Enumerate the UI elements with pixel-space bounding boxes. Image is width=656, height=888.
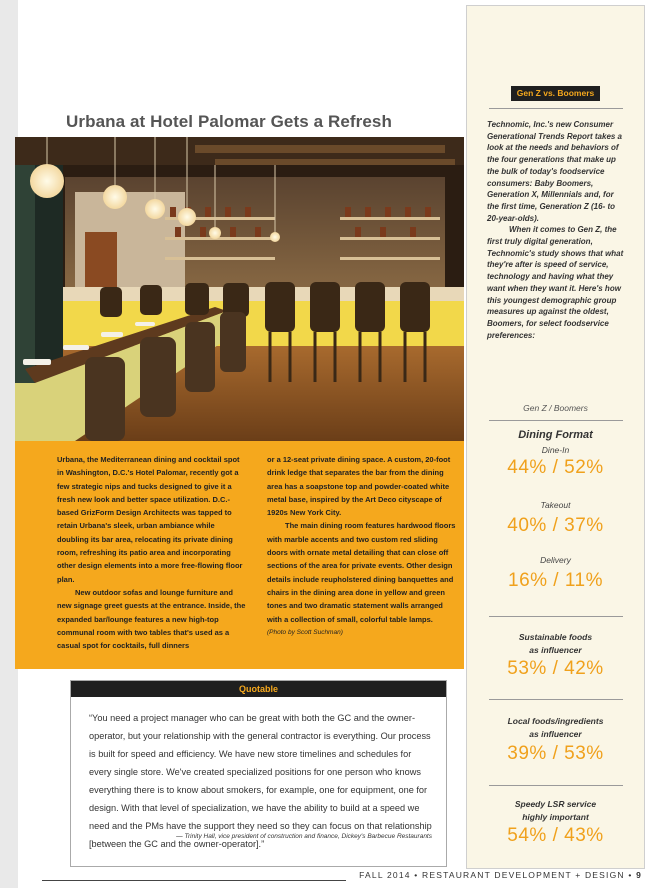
speedy-lsr-label-line: Speedy LSR service	[514, 799, 597, 809]
delivery-stat: 16% / 11%	[508, 570, 603, 591]
sustainable-label	[467, 631, 644, 656]
sidebar-gen-z-vs-boomers	[466, 5, 645, 869]
takeout-stat: 40% / 37%	[507, 515, 604, 536]
article-paragraph: Urbana, the Mediterranean dining and cocktail spot in Washington, D.C.'s Hotel Palomar, recently got a few strategic nips and tucks designed to give it a fresh new look and better space utilization. D.C.-based GrizForm Design Architects was tapped to retain Urbana's sleek, urban ambiance while doubling its bar area, relocating its private dining room, refreshing its patio area and incorporating other design elements into a more free-flowing floor plan.	[57, 455, 243, 584]
article-paragraph: New outdoor sofas and lounge furniture and new signage greet guests at the entrance. Inside, the expanded bar/lounge features a new high-top communal room with two tables that's used as a casual spot for cocktails, full dinners	[57, 587, 246, 651]
article-column-1	[57, 453, 246, 652]
local-foods-stat: 39% / 53%	[507, 743, 604, 764]
article-paragraph: or a 12-seat private dining space. A custom, 20-foot drink ledge that separates the bar from the dining area has a soapstone top and powder-coated white metal base, inspired by the Art Deco cityscape of 1920s New York City.	[267, 455, 451, 518]
dine-in-stat: 44% / 52%	[507, 457, 604, 478]
local-foods-label-line: as influencer	[529, 728, 582, 739]
page-number: 9	[636, 870, 642, 880]
speedy-lsr-stat: 54% / 43%	[507, 825, 604, 846]
footer-publication: FALL 2014 • RESTAURANT DEVELOPMENT + DESIGN •	[359, 870, 633, 880]
local-foods-label-line: Local foods/ingredients	[507, 716, 604, 726]
sidebar-divider	[489, 108, 623, 109]
sidebar-divider	[489, 785, 623, 786]
article-headline: Urbana at Hotel Palomar Gets a Refresh	[66, 112, 392, 131]
sustainable-label-line: Sustainable foods	[518, 632, 593, 642]
footer-rule	[42, 880, 346, 881]
local-foods-label	[467, 715, 644, 740]
sustainable-stat: 53% / 42%	[507, 658, 604, 679]
article-column-2	[267, 453, 459, 639]
takeout-label: Takeout	[540, 500, 571, 510]
sustainable-label-line: as influencer	[529, 644, 582, 655]
dining-format-title: Dining Format	[518, 429, 593, 441]
sidebar-divider	[489, 420, 623, 421]
dine-in-label: Dine-In	[541, 445, 570, 455]
article-paragraph: The main dining room features hardwood floors with marble accents and two custom red sliding doors with ornate metal detailing that can close off sections of the area for private events. Other design details include reupholstered dining banquettes and chairs in the dining area done in yellow and green tones and two dramatic statement walls arranged with a collection of small, colorful table lamps.	[267, 521, 456, 624]
restaurant-photo	[15, 137, 464, 441]
delivery-label: Delivery	[540, 555, 571, 565]
quotable-attribution: — Trinity Hall, vice president of construction and finance, Dickey's Barbecue Restaurants	[176, 833, 432, 840]
quotable-box	[70, 680, 447, 867]
page-footer	[359, 870, 642, 880]
quotable-heading: Quotable	[71, 681, 446, 697]
sidebar-divider	[489, 616, 623, 617]
sidebar-intro	[487, 119, 627, 341]
sidebar-divider	[489, 699, 623, 700]
comparison-label: Gen Z / Boomers	[523, 403, 588, 413]
speedy-lsr-label	[467, 798, 644, 823]
quotable-text: “You need a project manager who can be great with both the GC and the owner-operator, but your relationship with the general contractor is everything. Our process is built for speed and efficiency. We have new store timelines and schedules for every single store. We've created specialized positions for one person who knows everything there is to know about smokers, for example, one for equipment, one for design. With that level of specialization, we have the ability to build at a speed we need and the PMs have the support they need so they can focus on that relationship [between the GC and the owner-operator].”	[89, 713, 432, 849]
sidebar-intro-paragraph: Technomic, Inc.'s new Consumer Generational Trends Report takes a look at the needs and behaviors of the four generations that make up the bulk of today's foodservice consumers: Baby Boomers, Generation X, Millennials and, for the first time, Generation Z (16- to 20-year-olds).	[487, 120, 623, 223]
sidebar-intro-paragraph: When it comes to Gen Z, the first truly digital generation, Technomic's study shows that what they're after is speed of service, technology and having what they want when they want it. Here's how this youngest demographic group measures up against the oldest, Boomers, for select foodservice preferences:	[487, 225, 624, 340]
sidebar-badge: Gen Z vs. Boomers	[511, 86, 600, 101]
article-body	[15, 441, 464, 669]
speedy-lsr-label-line: highly important	[522, 811, 589, 822]
photo-credit: (Photo by Scott Suchman)	[267, 628, 343, 636]
